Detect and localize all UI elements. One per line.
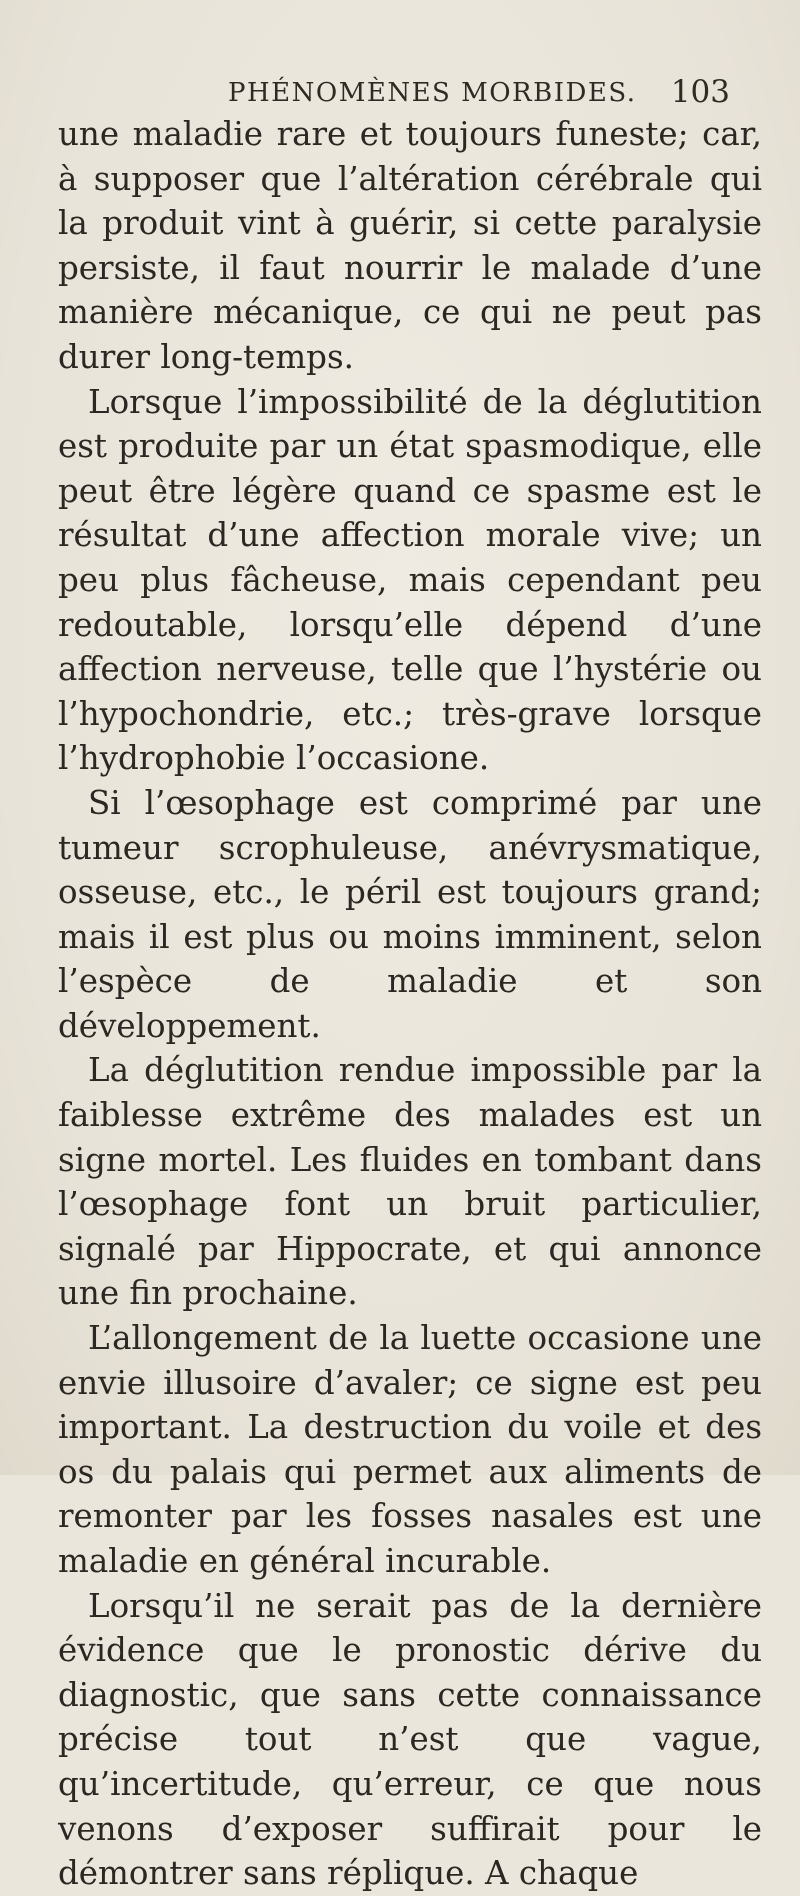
running-head xyxy=(0,72,800,112)
paragraph-deglutition-spasm: Lorsque l’impossibilité de la déglutition est produite par un état spasmodique, elle peut être légère quand ce spasme est le résultat d’une affection morale vive; un peu plus fâcheuse, mais cependant peu redoutable, lorsqu’elle dépend d’une affection nerveuse, telle que l’hystérie ou l’hypochondrie, etc.; très-grave lorsque l’hydrophobie l’occasione. xyxy=(58,382,762,778)
paragraph-uvula: L’allongement de la luette occasione une envie illusoire d’avaler; ce signe est peu important. La destruction du voile et des os du palais qui permet aux aliments de remonter par les fosses nasales est une maladie en général incurable. xyxy=(58,1319,762,1580)
paragraph-weakness-sign: La déglutition rendue impossible par la faiblesse extrême des malades est un signe mortel. Les fluides en tombant dans l’œsophage font un bruit particulier, signalé par Hippocrate, et qui annonce une fin prochaine. xyxy=(58,1051,762,1313)
body-text xyxy=(58,112,762,1896)
paragraph-oesophagus-compression: Si l’œsophage est comprimé par une tumeur scrophuleuse, anévrysmatique, osseuse, etc., le péril est toujours grand; mais il est plus ou moins imminent, selon l’espèce de maladie et son développement. xyxy=(58,783,762,1045)
running-title: PHÉNOMÈNES MORBIDES. xyxy=(228,78,637,108)
page-number: 103 xyxy=(670,74,730,110)
paragraph-prognosis: Lorsqu’il ne serait pas de la dernière évidence que le pronostic dérive du diagnostic, que sans cette connaissance précise tout n’est que vague, qu’incertitude, qu’erreur, ce que nous venons d’exposer suffirait pour le démontrer sans réplique. A chaque xyxy=(58,1586,762,1893)
paragraph-continuation: une maladie rare et toujours funeste; car, à supposer que l’altération cérébrale qui la produit vint à guérir, si cette paralysie persiste, il faut nourrir le malade d’une manière mécanique, ce qui ne peut pas durer long-temps. xyxy=(58,115,762,376)
